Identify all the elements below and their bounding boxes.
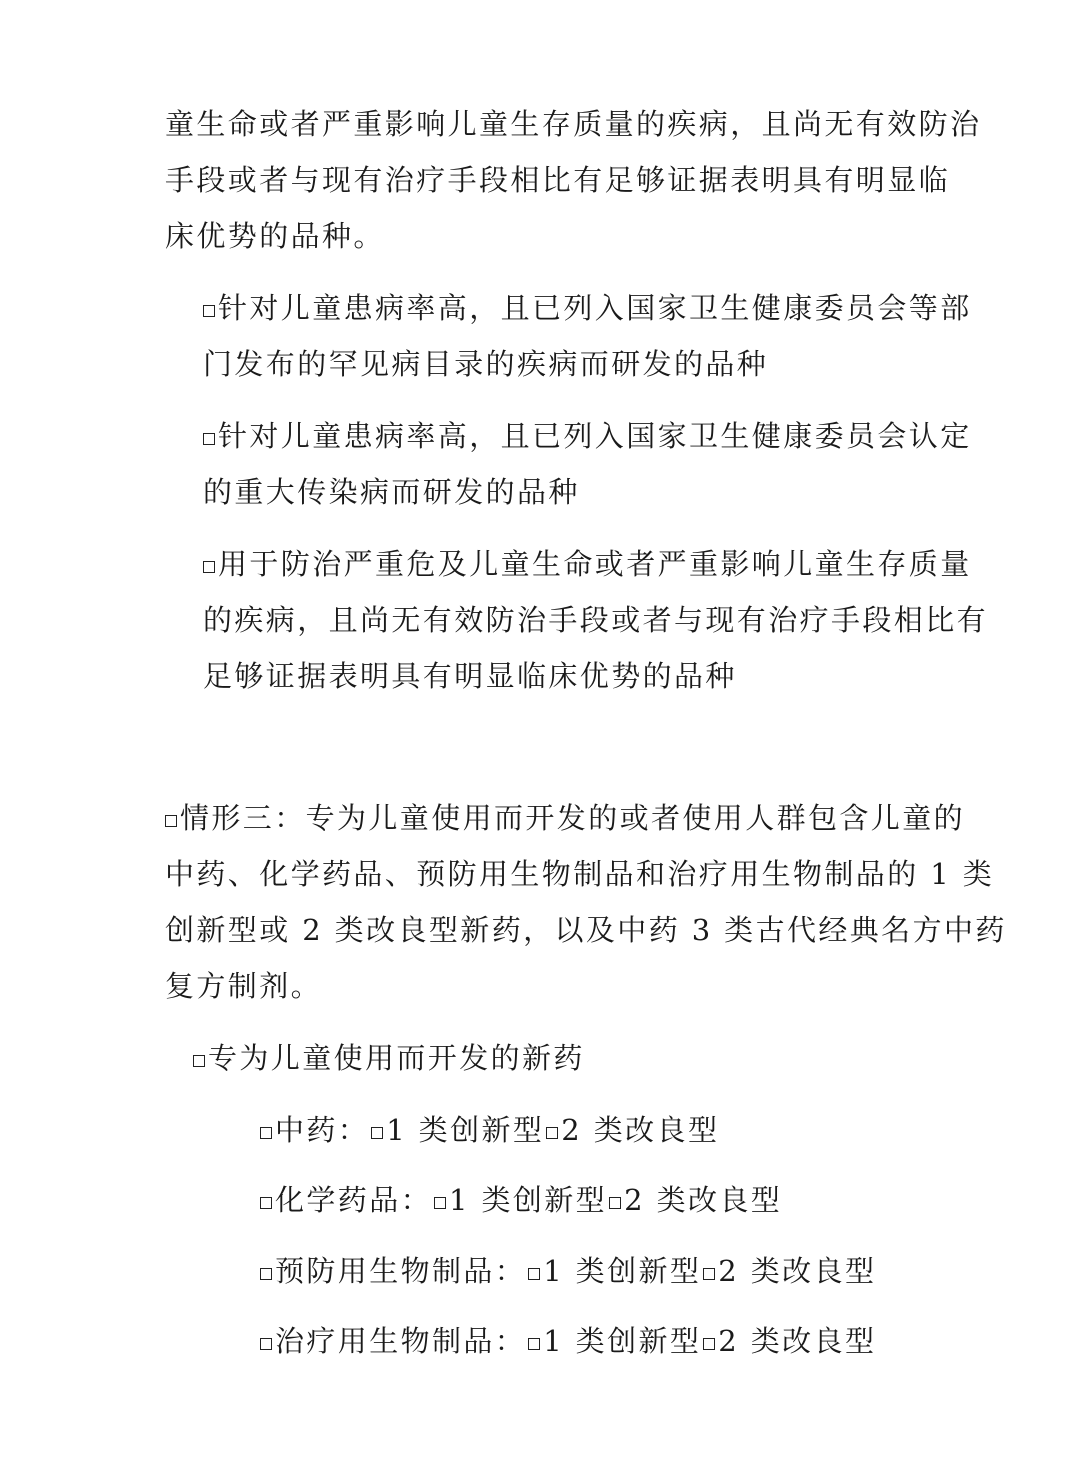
checkbox[interactable] bbox=[193, 1055, 205, 1067]
option-class-2: 2 类改良型 bbox=[718, 1254, 877, 1288]
option-text: 针对儿童患病率高，且已列入国家卫生健康委员会认定 bbox=[218, 419, 972, 453]
category-label: 预防用生物制品： bbox=[275, 1254, 527, 1288]
checkbox[interactable] bbox=[165, 815, 177, 827]
situation-three bbox=[165, 800, 965, 836]
checkbox-class-1[interactable] bbox=[371, 1127, 383, 1139]
checkbox[interactable] bbox=[260, 1197, 272, 1209]
checkbox-class-1[interactable] bbox=[434, 1197, 446, 1209]
option-class-2: 2 类改良型 bbox=[718, 1324, 877, 1358]
pediatric-new-drug-label: 专为儿童使用而开发的新药 bbox=[208, 1041, 585, 1075]
option-serious-disease-cont-1: 的疾病，且尚无有效防治手段或者与现有治疗手段相比有 bbox=[203, 603, 989, 637]
situation-three-line-4: 复方制剂。 bbox=[165, 969, 323, 1003]
intro-line-1: 童生命或者严重影响儿童生存质量的疾病，且尚无有效防治 bbox=[165, 107, 982, 141]
situation-three-line-2: 中药、化学药品、预防用生物制品和治疗用生物制品的 1 类 bbox=[165, 857, 995, 891]
option-class-2: 2 类改良型 bbox=[624, 1183, 783, 1217]
checkbox-class-2[interactable] bbox=[546, 1127, 558, 1139]
checkbox[interactable] bbox=[260, 1338, 272, 1350]
option-text: 针对儿童患病率高，且已列入国家卫生健康委员会等部 bbox=[218, 291, 972, 325]
intro-line-3: 床优势的品种。 bbox=[165, 219, 385, 253]
intro-line-2: 手段或者与现有治疗手段相比有足够证据表明具有明显临 bbox=[165, 163, 951, 197]
situation-three-text: 情形三：专为儿童使用而开发的或者使用人群包含儿童的 bbox=[180, 801, 966, 835]
category-preventive-bio bbox=[260, 1253, 876, 1289]
checkbox-class-2[interactable] bbox=[609, 1197, 621, 1209]
option-text: 用于防治严重危及儿童生命或者严重影响儿童生存质量 bbox=[218, 547, 972, 581]
checkbox-class-1[interactable] bbox=[528, 1268, 540, 1280]
option-rare-disease-cont: 门发布的罕见病目录的疾病而研发的品种 bbox=[203, 347, 769, 381]
category-chemical bbox=[260, 1182, 782, 1218]
checkbox[interactable] bbox=[203, 433, 215, 445]
checkbox[interactable] bbox=[260, 1268, 272, 1280]
option-serious-disease-cont-2: 足够证据表明具有明显临床优势的品种 bbox=[203, 659, 737, 693]
category-label: 治疗用生物制品： bbox=[275, 1324, 527, 1358]
category-label: 化学药品： bbox=[275, 1183, 433, 1217]
checkbox-class-1[interactable] bbox=[528, 1338, 540, 1350]
checkbox-class-2[interactable] bbox=[703, 1338, 715, 1350]
situation-three-line-3: 创新型或 2 类改良型新药，以及中药 3 类古代经典名方中药 bbox=[165, 913, 1007, 947]
checkbox[interactable] bbox=[203, 305, 215, 317]
option-class-1: 1 类创新型 bbox=[543, 1324, 702, 1358]
option-infectious-disease-cont: 的重大传染病而研发的品种 bbox=[203, 475, 580, 509]
category-therapeutic-bio bbox=[260, 1323, 876, 1359]
option-rare-disease bbox=[203, 290, 972, 326]
checkbox[interactable] bbox=[203, 561, 215, 573]
option-class-1: 1 类创新型 bbox=[449, 1183, 608, 1217]
pediatric-new-drug bbox=[193, 1040, 585, 1076]
option-infectious-disease bbox=[203, 418, 972, 454]
option-serious-disease bbox=[203, 546, 972, 582]
checkbox[interactable] bbox=[260, 1127, 272, 1139]
option-class-1: 1 类创新型 bbox=[386, 1113, 545, 1147]
option-class-1: 1 类创新型 bbox=[543, 1254, 702, 1288]
category-tcm bbox=[260, 1112, 719, 1148]
category-label: 中药： bbox=[275, 1113, 370, 1147]
option-class-2: 2 类改良型 bbox=[561, 1113, 720, 1147]
checkbox-class-2[interactable] bbox=[703, 1268, 715, 1280]
